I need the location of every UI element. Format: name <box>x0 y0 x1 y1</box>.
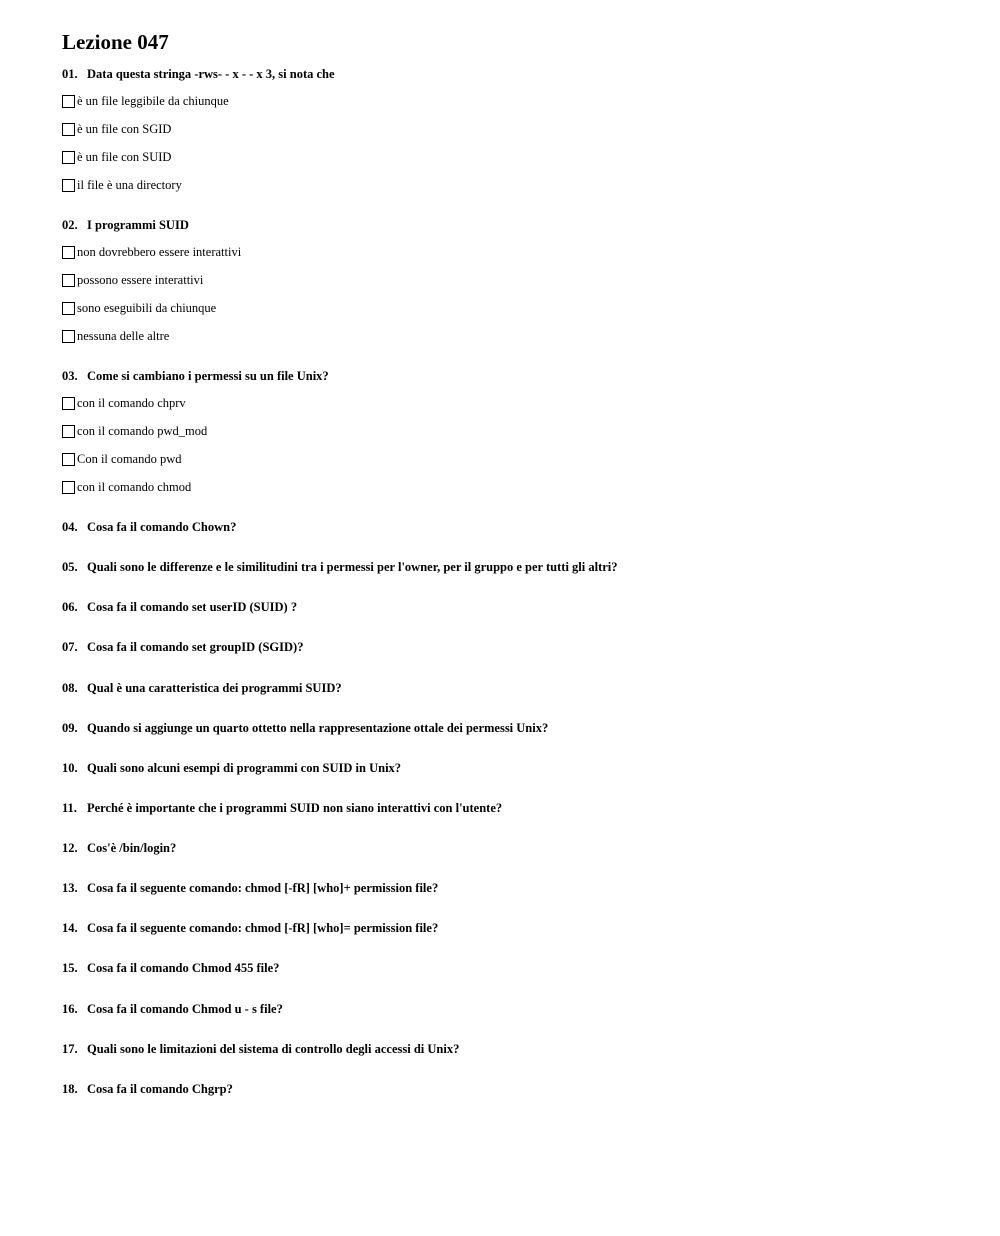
answer-checkbox[interactable] <box>62 246 75 259</box>
question-number: 14. <box>62 921 78 935</box>
answer-checkbox[interactable] <box>62 302 75 315</box>
question-07 <box>62 639 982 655</box>
answer-checkbox[interactable] <box>62 179 75 192</box>
answer-label: nessuna delle altre <box>77 328 170 343</box>
answer-option[interactable] <box>62 450 982 468</box>
question-text <box>62 599 982 615</box>
question-09 <box>62 720 982 736</box>
question-text <box>62 960 982 976</box>
question-number: 05. <box>62 560 78 574</box>
question-label: Data questa stringa -rws- - x - - x 3, si nota che <box>87 67 335 81</box>
answer-label: è un file con SUID <box>77 149 172 164</box>
question-text <box>62 840 982 856</box>
answer-option[interactable] <box>62 243 982 261</box>
answer-checkbox[interactable] <box>62 481 75 494</box>
answer-checkbox[interactable] <box>62 453 75 466</box>
question-label: Come si cambiano i permessi su un file Unix? <box>87 369 329 383</box>
question-text <box>62 1001 982 1017</box>
question-text <box>62 1081 982 1097</box>
question-number: 16. <box>62 1002 78 1016</box>
answer-checkbox[interactable] <box>62 95 75 108</box>
question-text <box>62 920 982 936</box>
answer-label: il file è una directory <box>77 177 182 192</box>
page-title: Lezione 047 <box>62 30 169 54</box>
question-number: 18. <box>62 1082 78 1096</box>
answer-label: sono eseguibili da chiunque <box>77 300 217 315</box>
question-15 <box>62 960 982 976</box>
answer-label: è un file con SGID <box>77 121 172 136</box>
question-label: I programmi SUID <box>87 218 189 232</box>
question-number: 10. <box>62 761 78 775</box>
question-text <box>62 680 982 696</box>
answer-label: con il comando chprv <box>77 395 186 410</box>
question-text <box>62 720 982 736</box>
answer-option[interactable] <box>62 271 982 289</box>
question-number: 15. <box>62 961 78 975</box>
answer-checkbox[interactable] <box>62 151 75 164</box>
question-label: Cosa fa il comando set groupID (SGID)? <box>87 640 304 654</box>
answer-option[interactable] <box>62 327 982 345</box>
question-label: Cosa fa il comando set userID (SUID) ? <box>87 600 298 614</box>
question-06 <box>62 599 982 615</box>
question-number: 02. <box>62 218 78 232</box>
answer-label: possono essere interattivi <box>77 272 204 287</box>
question-18 <box>62 1081 982 1097</box>
question-02 <box>62 217 982 345</box>
question-label: Quali sono alcuni esempi di programmi con SUID in Unix? <box>87 761 402 775</box>
question-text <box>62 800 982 816</box>
question-label: Cosa fa il comando Chgrp? <box>87 1082 233 1096</box>
answer-option[interactable] <box>62 148 982 166</box>
answer-checkbox[interactable] <box>62 425 75 438</box>
question-label: Cos'è /bin/login? <box>87 841 177 855</box>
question-05 <box>62 559 982 575</box>
question-number: 11. <box>62 801 77 815</box>
question-16 <box>62 1001 982 1017</box>
question-number: 09. <box>62 721 78 735</box>
question-number: 03. <box>62 369 78 383</box>
question-label: Cosa fa il comando Chmod u - s file? <box>87 1002 283 1016</box>
answer-option[interactable] <box>62 176 982 194</box>
answer-label: con il comando pwd_mod <box>77 423 208 438</box>
question-text <box>62 760 982 776</box>
question-text <box>62 66 982 82</box>
question-17 <box>62 1041 982 1057</box>
answer-checkbox[interactable] <box>62 330 75 343</box>
question-number: 01. <box>62 67 78 81</box>
answer-option[interactable] <box>62 422 982 440</box>
answer-option[interactable] <box>62 299 982 317</box>
question-label: Perché è importante che i programmi SUID non siano interattivi con l'utente? <box>87 801 503 815</box>
question-label: Quali sono le limitazioni del sistema di controllo degli accessi di Unix? <box>87 1042 460 1056</box>
question-12 <box>62 840 982 856</box>
answer-label: con il comando chmod <box>77 479 192 494</box>
question-13 <box>62 880 982 896</box>
question-label: Cosa fa il seguente comando: chmod [-fR] [who]= permission file? <box>87 921 439 935</box>
answer-label: è un file leggibile da chiunque <box>77 93 229 108</box>
answer-option[interactable] <box>62 394 982 412</box>
question-label: Qual è una caratteristica dei programmi SUID? <box>87 681 342 695</box>
question-number: 08. <box>62 681 78 695</box>
question-number: 12. <box>62 841 78 855</box>
answer-checkbox[interactable] <box>62 123 75 136</box>
question-03 <box>62 368 982 496</box>
question-04 <box>62 519 982 535</box>
question-14 <box>62 920 982 936</box>
answer-checkbox[interactable] <box>62 274 75 287</box>
question-08 <box>62 680 982 696</box>
answer-label: Con il comando pwd <box>77 451 182 466</box>
question-label: Cosa fa il seguente comando: chmod [-fR] [who]+ permission file? <box>87 881 439 895</box>
question-text <box>62 1041 982 1057</box>
question-label: Cosa fa il comando Chown? <box>87 520 237 534</box>
question-label: Quali sono le differenze e le similitudini tra i permessi per l'owner, per il gruppo e per tutti gli altri? <box>87 560 618 574</box>
question-text <box>62 217 982 233</box>
question-number: 07. <box>62 640 78 654</box>
answer-option[interactable] <box>62 478 982 496</box>
answer-checkbox[interactable] <box>62 397 75 410</box>
answer-option[interactable] <box>62 92 982 110</box>
question-11 <box>62 800 982 816</box>
question-label: Quando si aggiunge un quarto ottetto nella rappresentazione ottale dei permessi Unix? <box>87 721 549 735</box>
question-text <box>62 880 982 896</box>
question-10 <box>62 760 982 776</box>
answer-label: non dovrebbero essere interattivi <box>77 244 242 259</box>
question-text <box>62 559 982 575</box>
question-number: 13. <box>62 881 78 895</box>
question-text <box>62 519 982 535</box>
question-text <box>62 639 982 655</box>
question-number: 17. <box>62 1042 78 1056</box>
question-label: Cosa fa il comando Chmod 455 file? <box>87 961 280 975</box>
question-number: 06. <box>62 600 78 614</box>
question-text <box>62 368 982 384</box>
answer-option[interactable] <box>62 120 982 138</box>
question-01 <box>62 66 982 194</box>
question-number: 04. <box>62 520 78 534</box>
